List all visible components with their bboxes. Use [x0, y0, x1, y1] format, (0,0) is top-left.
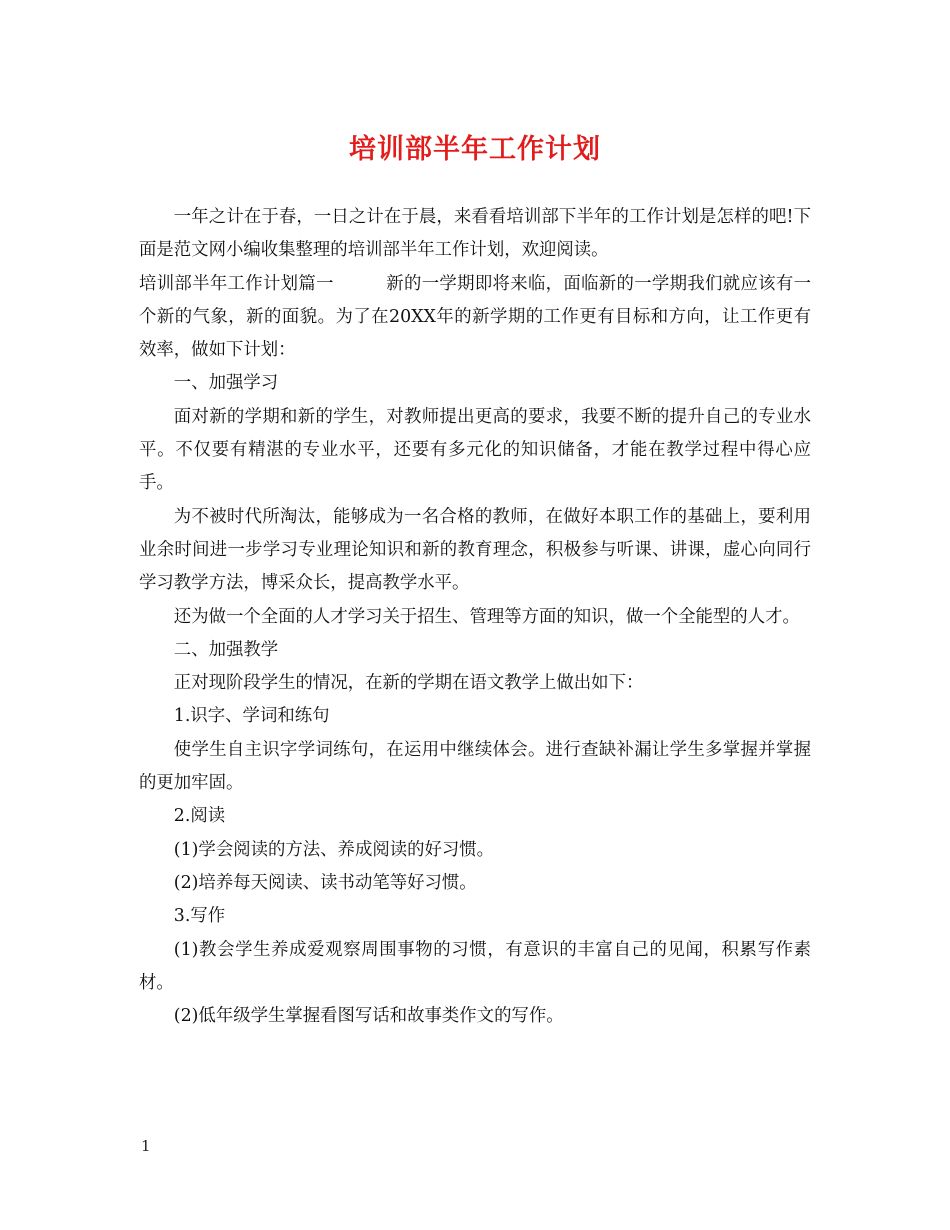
list-item-reading-1: (1)学会阅读的方法、养成阅读的好习惯。: [173, 839, 495, 860]
subheading-writing: 3.写作: [173, 906, 226, 927]
list-item-reading-2: (2)培养每天阅读、读书动笔等好习惯。: [173, 872, 477, 893]
paragraph-learning-3: 还为做一个全面的人才学习关于招生、管理等方面的知识，做一个全能型的人才。: [173, 606, 800, 627]
section-heading-plan-one: 培训部半年工作计划篇一: [139, 273, 334, 294]
document-body: [139, 201, 811, 1033]
paragraph-plan-one: [139, 268, 811, 368]
subheading-reading: 2.阅读: [173, 806, 226, 827]
heading-strengthen-learning: 一、加强学习: [173, 373, 279, 394]
page-number: 1: [141, 1137, 151, 1155]
subheading-literacy: 1.识字、学词和练句: [173, 706, 330, 727]
plan-one-text: 新的一学期即将来临，面临新的一学期我们就应该有一个新的气象，新的面貌。为了在20XX年的新学期的工作更有目标和方向，让工作更有效率，做如下计划：: [139, 273, 811, 361]
paragraph-learning-1: 面对新的学期和新的学生，对教师提出更高的要求，我要不断的提升自己的专业水平。不仅要有精湛的专业水平，还要有多元化的知识储备，才能在教学过程中得心应手。: [139, 406, 811, 494]
paragraph-intro: 一年之计在于春，一日之计在于晨，来看看培训部下半年的工作计划是怎样的吧!下面是范文网小编收集整理的培训部半年工作计划，欢迎阅读。: [139, 207, 811, 261]
paragraph-teaching-intro: 正对现阶段学生的情况，在新的学期在语文教学上做出如下：: [173, 673, 644, 694]
paragraph-learning-2: 为不被时代所淘汰，能够成为一名合格的教师，在做好本职工作的基础上，要利用业余时间进一步学习专业理论知识和新的教育理念，积极参与听课、讲课，虚心向同行学习教学方法，博采众长，提高教学水平。: [139, 506, 811, 594]
paragraph-literacy: 使学生自主识字学词练句，在运用中继续体会。进行查缺补漏让学生多掌握并掌握的更加牢固。: [139, 739, 811, 794]
list-item-writing-2: (2)低年级学生掌握看图写话和故事类作文的写作。: [173, 1006, 564, 1027]
document-title: 培训部半年工作计划: [349, 134, 601, 165]
heading-strengthen-teaching: 二、加强教学: [173, 639, 279, 660]
list-item-writing-1: (1)教会学生养成爱观察周围事物的习惯，有意识的丰富自己的见闻，积累写作素材。: [139, 939, 811, 993]
